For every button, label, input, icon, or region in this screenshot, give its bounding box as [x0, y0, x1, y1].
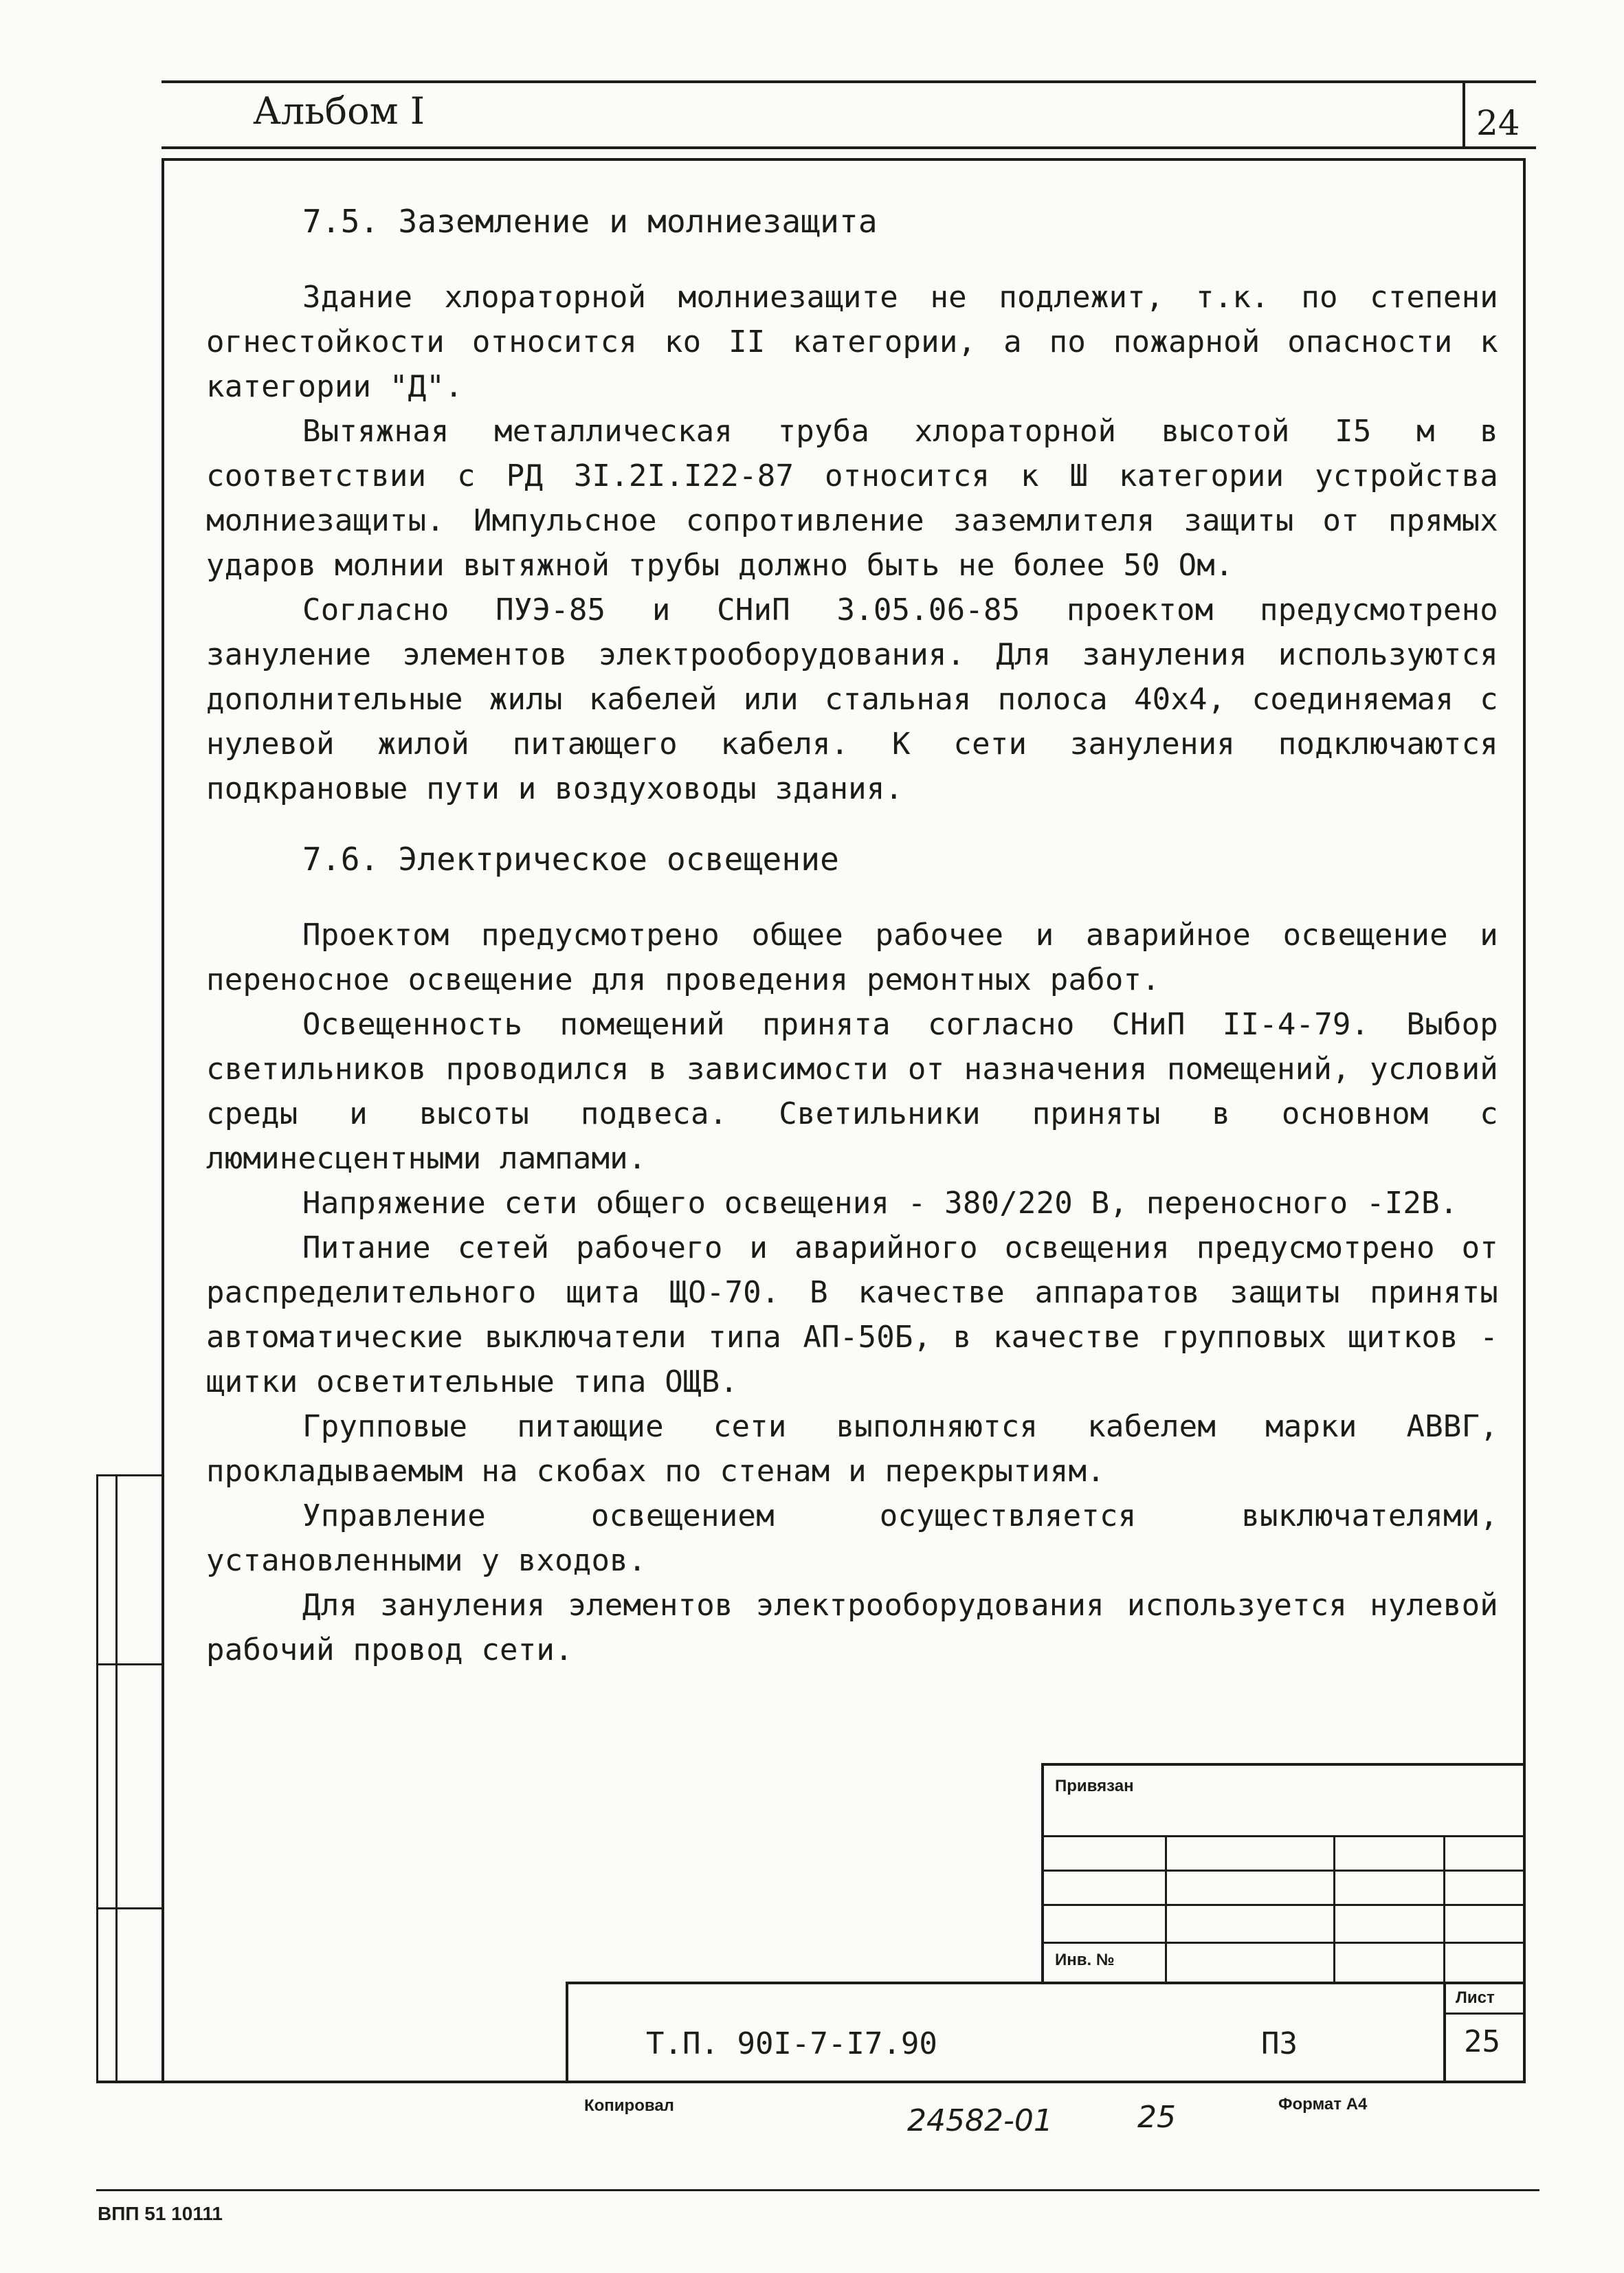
frame-right: [1523, 158, 1526, 2083]
page-number-box-left: [1462, 80, 1465, 149]
margin-strip-div1: [96, 1663, 164, 1665]
attached-label: Привязан: [1055, 1777, 1134, 1795]
document-body: [206, 199, 1498, 1672]
format-label: Формат А4: [1278, 2095, 1368, 2114]
document-type: ПЗ: [1261, 2026, 1298, 2061]
margin-strip-outer: [96, 1474, 98, 2083]
frame-left: [162, 158, 164, 2083]
paragraph: Здание хлораторной молниезащите не подлежит, т.к. по степени огнестойкости относится ко II категории, а по пожарной опасности к категории "Д".: [206, 280, 1498, 404]
header-bottom-rule: [162, 146, 1536, 149]
paragraph: Управление освещением осуществляется выключателями, установленными у входов.: [206, 1498, 1498, 1578]
margin-strip-div2: [96, 1907, 164, 1909]
page-number: 24: [1476, 103, 1520, 143]
margin-strip-top: [96, 1474, 164, 1476]
document-code: Т.П. 90I-7-I7.90: [646, 2026, 937, 2061]
paragraph: Проектом предусмотрено общее рабочее и аварийное освещение и переносное освещение для проведения ремонтных работ.: [206, 918, 1498, 997]
album-label: Альбом I: [253, 89, 425, 133]
inventory-label: Инв. №: [1055, 1951, 1115, 1969]
section-heading-7-5: 7.5. Заземление и молниезащита: [302, 203, 878, 240]
stamp-sheet-label-rule: [1443, 2013, 1526, 2015]
paragraph: Питание сетей рабочего и аварийного освещения предусмотрено от распределительного щита ЩО-70. В качестве аппаратов защиты приняты автоматические выключатели типа АП-50Б, в качестве групповых щитков - щитки осветительные типа ОЩВ.: [206, 1230, 1498, 1399]
frame-bottom: [96, 2081, 1526, 2083]
paragraph: Для зануления элементов электрооборудования используется нулевой рабочий провод сети.: [206, 1588, 1498, 1667]
paragraph: Напряжение сети общего освещения - 380/220 В, переносного -I2В.: [302, 1186, 1458, 1221]
paragraph: Освещенность помещений принята согласно СНиП II-4-79. Выбор светильников проводился в зависимости от назначения помещений, условий среды и высоты подвеса. Светильники приняты в основном с люминесцентными лампами.: [206, 1007, 1498, 1176]
sheet-number: 25: [1464, 2024, 1500, 2059]
handwritten-code: 24582-01: [907, 2103, 1053, 2138]
printer-mark: ВПП 51 10111: [98, 2203, 223, 2224]
paragraph: Согласно ПУЭ-85 и СНиП 3.05.06-85 проектом предусмотрено зануление элементов электрооборудования. Для зануления используются дополнительные жилы кабелей или стальная полоса 40х4, соединяемая с нулевой жилой питающего кабеля. К сети зануления подключаются подкрановые пути и воздуховоды здания.: [206, 592, 1498, 806]
paragraph: Групповые питающие сети выполняются кабелем марки АВВГ, прокладываемым на скобах по стенам и перекрытиям.: [206, 1409, 1498, 1489]
copied-label: Копировал: [584, 2096, 674, 2115]
stamp-top: [566, 1982, 1526, 1984]
section-heading-7-6: 7.6. Электрическое освещение: [302, 841, 840, 878]
stamp-sheet-divider: [1443, 1982, 1446, 2083]
frame-top: [162, 158, 1526, 161]
margin-strip-inner: [115, 1474, 118, 2083]
header-top-rule: [162, 80, 1536, 83]
bottom-rule: [96, 2189, 1539, 2191]
paragraph: Вытяжная металлическая труба хлораторной высотой I5 м в соответствии с РД 3I.2I.I22-87 относится к Ш категории устройства молниезащиты. Импульсное сопротивление заземлителя защиты от прямых ударов молнии вытяжной трубы должно быть не более 50 Ом.: [206, 414, 1498, 583]
stamp-left: [566, 1982, 568, 2083]
handwritten-page: 25: [1137, 2100, 1176, 2135]
sheet-label: Лист: [1456, 1988, 1495, 2007]
